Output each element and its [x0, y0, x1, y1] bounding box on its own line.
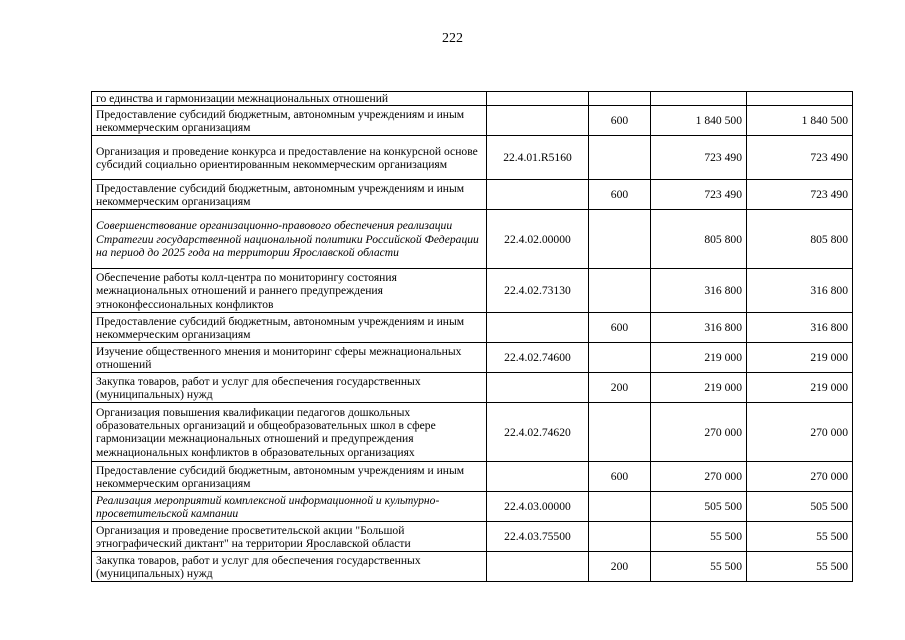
- row-expense-type-cell: [589, 269, 651, 313]
- row-amount-cell: 316 800: [651, 269, 747, 313]
- row-expense-type-cell: [589, 343, 651, 373]
- row-name-cell: Изучение общественного мнения и мониторинг сферы межнациональных отношений: [92, 343, 487, 373]
- row-amount-cell: [651, 92, 747, 106]
- row-amount-cell: 316 800: [747, 269, 853, 313]
- row-code-cell: [487, 92, 589, 106]
- row-amount-cell: 270 000: [747, 403, 853, 462]
- row-code-cell: [487, 313, 589, 343]
- budget-table: [91, 91, 853, 582]
- row-amount-cell: 505 500: [747, 492, 853, 522]
- row-amount-cell: 270 000: [651, 462, 747, 492]
- row-expense-type-cell: 200: [589, 552, 651, 582]
- table-row: [92, 136, 853, 180]
- row-code-cell: [487, 552, 589, 582]
- row-name-cell: Организация и проведение просветительской акции "Большой этнографический диктант" на территории Ярославской области: [92, 522, 487, 552]
- table-row: [92, 552, 853, 582]
- row-code-cell: [487, 180, 589, 210]
- row-amount-cell: 723 490: [747, 136, 853, 180]
- row-name-cell: Предоставление субсидий бюджетным, автономным учреждениям и иным некоммерческим организациям: [92, 180, 487, 210]
- row-code-cell: 22.4.02.73130: [487, 269, 589, 313]
- row-name-cell: Реализация мероприятий комплексной информационной и культурно-просветительской кампании: [92, 492, 487, 522]
- row-code-cell: [487, 373, 589, 403]
- table-row: [92, 92, 853, 106]
- row-expense-type-cell: 200: [589, 373, 651, 403]
- table-row: [92, 343, 853, 373]
- row-amount-cell: [747, 92, 853, 106]
- row-code-cell: 22.4.03.75500: [487, 522, 589, 552]
- row-code-cell: 22.4.02.74600: [487, 343, 589, 373]
- row-name-cell: Закупка товаров, работ и услуг для обеспечения государственных (муниципальных) нужд: [92, 552, 487, 582]
- row-expense-type-cell: [589, 136, 651, 180]
- row-name-cell: Предоставление субсидий бюджетным, автономным учреждениям и иным некоммерческим организациям: [92, 313, 487, 343]
- row-amount-cell: 1 840 500: [651, 106, 747, 136]
- row-name-cell: Предоставление субсидий бюджетным, автономным учреждениям и иным некоммерческим организациям: [92, 106, 487, 136]
- table-body: [92, 92, 853, 582]
- row-amount-cell: 55 500: [747, 522, 853, 552]
- table-row: [92, 106, 853, 136]
- row-name-cell: Предоставление субсидий бюджетным, автономным учреждениям и иным некоммерческим организациям: [92, 462, 487, 492]
- row-amount-cell: 723 490: [747, 180, 853, 210]
- row-amount-cell: 1 840 500: [747, 106, 853, 136]
- row-amount-cell: 316 800: [747, 313, 853, 343]
- row-amount-cell: 723 490: [651, 136, 747, 180]
- table-row: [92, 180, 853, 210]
- row-expense-type-cell: [589, 92, 651, 106]
- row-amount-cell: 270 000: [651, 403, 747, 462]
- row-amount-cell: 219 000: [651, 373, 747, 403]
- row-name-cell: Организация повышения квалификации педагогов дошкольных образовательных организаций и общеобразовательных школ в сфере гармонизации межнациональных отношений и предупреждения межнациональных конфликтов в образовательных организациях: [92, 403, 487, 462]
- row-amount-cell: 219 000: [747, 373, 853, 403]
- row-expense-type-cell: [589, 522, 651, 552]
- row-code-cell: [487, 106, 589, 136]
- row-amount-cell: 55 500: [651, 522, 747, 552]
- row-amount-cell: 316 800: [651, 313, 747, 343]
- table-row: [92, 492, 853, 522]
- table-row: [92, 462, 853, 492]
- row-name-cell: Закупка товаров, работ и услуг для обеспечения государственных (муниципальных) нужд: [92, 373, 487, 403]
- table-row: [92, 522, 853, 552]
- table-row: [92, 269, 853, 313]
- row-expense-type-cell: [589, 210, 651, 269]
- row-code-cell: 22.4.03.00000: [487, 492, 589, 522]
- row-amount-cell: 55 500: [651, 552, 747, 582]
- row-code-cell: [487, 462, 589, 492]
- row-amount-cell: 723 490: [651, 180, 747, 210]
- row-name-cell: Организация и проведение конкурса и предоставление на конкурсной основе субсидий социально ориентированным некоммерческим организациям: [92, 136, 487, 180]
- row-name-cell: го единства и гармонизации межнациональных отношений: [92, 92, 487, 106]
- row-code-cell: 22.4.02.00000: [487, 210, 589, 269]
- row-expense-type-cell: [589, 403, 651, 462]
- row-expense-type-cell: 600: [589, 313, 651, 343]
- row-amount-cell: 55 500: [747, 552, 853, 582]
- row-code-cell: 22.4.01.R5160: [487, 136, 589, 180]
- table-row: [92, 403, 853, 462]
- page-number: 222: [442, 31, 463, 46]
- row-amount-cell: 219 000: [747, 343, 853, 373]
- row-amount-cell: 805 800: [747, 210, 853, 269]
- row-amount-cell: 270 000: [747, 462, 853, 492]
- row-code-cell: 22.4.02.74620: [487, 403, 589, 462]
- row-expense-type-cell: 600: [589, 462, 651, 492]
- row-expense-type-cell: 600: [589, 106, 651, 136]
- row-amount-cell: 219 000: [651, 343, 747, 373]
- row-name-cell: Обеспечение работы колл-центра по мониторингу состояния межнациональных отношений и раннего предупреждения этноконфессиональных конфликтов: [92, 269, 487, 313]
- row-amount-cell: 505 500: [651, 492, 747, 522]
- row-name-cell: Совершенствование организационно-правового обеспечения реализации Стратегии государственной национальной политики Российской Федерации на период до 2025 года на территории Ярославской области: [92, 210, 487, 269]
- row-amount-cell: 805 800: [651, 210, 747, 269]
- table-row: [92, 313, 853, 343]
- table-row: [92, 210, 853, 269]
- row-expense-type-cell: 600: [589, 180, 651, 210]
- row-expense-type-cell: [589, 492, 651, 522]
- table-row: [92, 373, 853, 403]
